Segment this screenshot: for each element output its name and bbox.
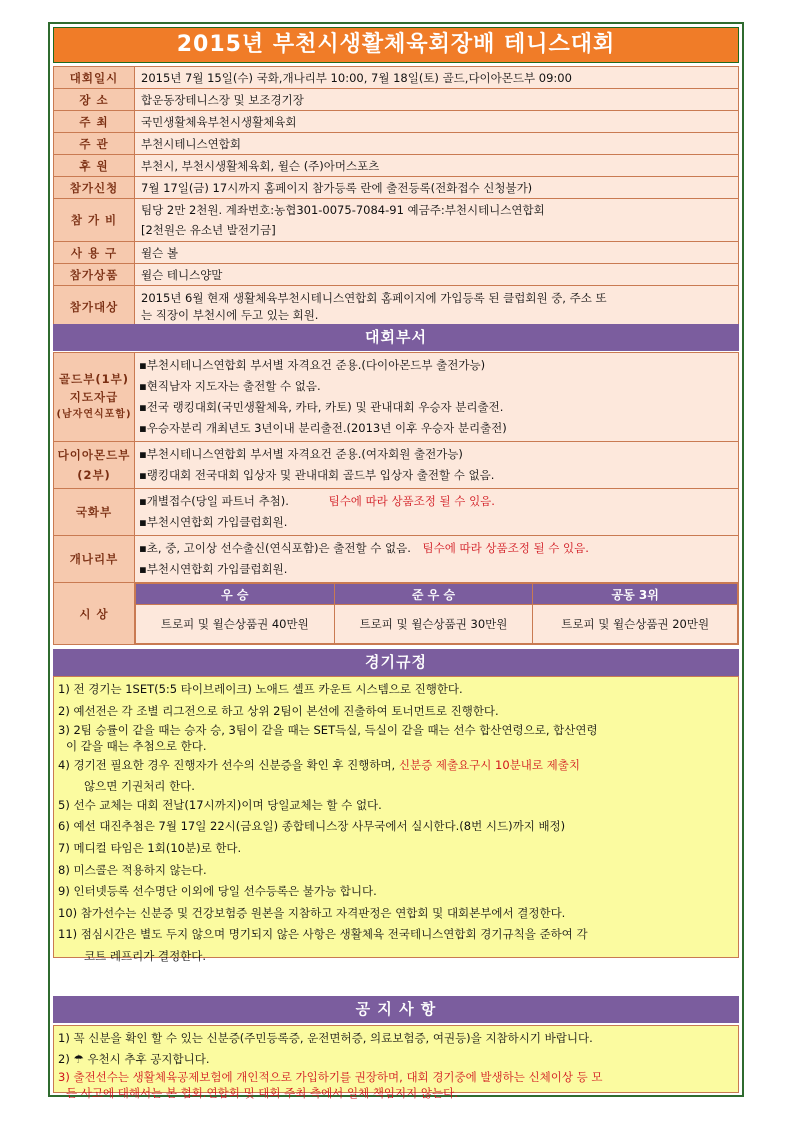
info-value: 합운동장테니스장 및 보조경기장: [135, 89, 739, 111]
division-rules: [135, 442, 739, 489]
info-row-registration: [54, 177, 739, 199]
rule-line: [139, 491, 734, 512]
award-value-second: 트로피 및 윌슨상품권 30만원: [334, 605, 533, 644]
division-table: [53, 352, 739, 645]
rule-line: ▪부천시연합회 가입클럽회원.: [139, 515, 288, 529]
info-label: 주 최: [54, 111, 135, 133]
info-value: [135, 199, 739, 242]
rule-line: ▪현직남자 지도자는 출전할 수 없음.: [139, 379, 321, 393]
rule-item: 8) 미스콜은 적용하지 않는다.: [58, 862, 207, 877]
award-header-second: 준 우 승: [334, 584, 533, 605]
eligibility-line: 2015년 6월 현재 생활체육부천시테니스연합회 홈페이지에 가입등록 된 클럽회원 중, 주소 또: [141, 291, 607, 305]
award-value-first: 트로피 및 윌슨상품권 40만원: [136, 605, 335, 644]
division-sub: (2부): [77, 468, 111, 482]
info-label: 주 관: [54, 133, 135, 155]
info-row-sponsor: [54, 155, 739, 177]
division-label: 국화부: [54, 489, 135, 536]
rule-item: 3) 2팀 승률이 같을 때는 승자 승, 3팀이 같을 때는 SET득실, 득실이 같을 때는 선수 합산연령으로, 합산연령: [58, 723, 598, 738]
notice-item: 3) 출전선수는 생활체육공제보험에 개인적으로 가입하기를 권장하며, 대회 경기중에 발생하는 신체이상 등 모: [58, 1070, 603, 1084]
award-header-first: 우 승: [136, 584, 335, 605]
awards-table: [135, 583, 738, 644]
rules-box: [53, 676, 739, 963]
info-row-gift: [54, 264, 739, 286]
rule-item: 1) 전 경기는 1SET(5:5 타이브레이크) 노애드 셀프 카운트 시스템으로 진행한다.: [58, 682, 463, 696]
info-value: 국민생활체육부천시생활체육회: [135, 111, 739, 133]
info-label: 사 용 구: [54, 242, 135, 264]
rule-text: ▪초, 중, 고이상 선수출신(연식포함)은 출전할 수 없음.: [139, 541, 411, 555]
info-row-eligibility: [54, 286, 739, 329]
awards-label: 시 상: [54, 583, 135, 645]
award-header-third: 공동 3위: [533, 584, 738, 605]
division-header: 대회부서: [53, 324, 739, 351]
rule-item: [58, 755, 734, 777]
info-row-organizer: [54, 133, 739, 155]
info-label: 대회일시: [54, 67, 135, 89]
info-value: [135, 286, 739, 329]
division-row-diamond: [54, 442, 739, 489]
info-row-fee: [54, 199, 739, 242]
rule-line: ▪부천시연합회 가입클럽회원.: [139, 562, 288, 576]
info-value: 7월 17일(금) 17시까지 홈페이지 참가등록 란에 출전등록(전화접수 신청불가): [135, 177, 739, 199]
rule-item: 11) 점심시간은 별도 두지 않으며 명기되지 않은 사항은 생활체육 전국테니스연합회 경기규칙을 준하여 각: [58, 927, 588, 942]
division-sub: 지도자급: [69, 390, 119, 404]
rule-line: ▪부천시테니스연합회 부서별 자격요건 준용.(여자회원 출전가능): [139, 447, 463, 461]
info-row-venue: [54, 89, 739, 111]
info-value: 부천시테니스연합회: [135, 133, 739, 155]
rule-item: 5) 선수 교체는 대회 전날(17시까지)이며 당일교체는 할 수 없다.: [58, 797, 382, 812]
rule-line: [139, 538, 734, 559]
info-label: 참가신청: [54, 177, 135, 199]
rule-warning: 신분증 제출요구시 10분내로 제출치: [398, 758, 580, 773]
division-label: 개나리부: [54, 536, 135, 583]
info-value: 윌슨 테니스양말: [135, 264, 739, 286]
division-sub: (남자연식포함): [56, 409, 132, 420]
info-label: 참 가 비: [54, 199, 135, 242]
rule-item: 9) 인터넷등록 선수명단 이외에 당일 선수등록은 불가능 합니다.: [58, 884, 377, 899]
rule-line: ▪부천시테니스연합회 부서별 자격요건 준용.(다이아몬드부 출전가능): [139, 358, 486, 372]
division-name: 골드부(1부): [59, 372, 129, 386]
rule-warning: 팀수에 따라 상품조정 될 수 있음.: [328, 494, 495, 508]
division-row-awards: [54, 583, 739, 645]
rule-item: 6) 예선 대진추첨은 7월 17일 22시(금요일) 종합테니스장 사무국에서 실시한다.(8번 시드)까지 배정): [58, 819, 566, 834]
info-label: 참가상품: [54, 264, 135, 286]
notice-header: 공 지 사 항: [53, 996, 739, 1023]
awards-cell: [135, 583, 739, 645]
rule-line: ▪랭킹대회 전국대회 입상자 및 관내대회 골드부 입상자 출전할 수 없음.: [139, 468, 495, 482]
division-row-gold: [54, 353, 739, 442]
division-rules: [135, 353, 739, 442]
info-label: 참가대상: [54, 286, 135, 329]
rule-item-cont: 이 같을 때는 추첨으로 한다.: [66, 739, 207, 754]
notice-item: 1) 꼭 신분을 확인 할 수 있는 신분증(주민등록증, 운전면허증, 의료보험증, 여권등)을 지참하시기 바랍니다.: [58, 1031, 593, 1045]
info-value: 부천시, 부천시생활체육회, 윌슨 (주)아머스포츠: [135, 155, 739, 177]
awards-header-row: [136, 584, 738, 605]
fee-line: 팀당 2만 2천원. 계좌번호:농협301-0075-7084-91 예금주:부천시테니스연합회: [141, 203, 545, 217]
fee-note: [2천원은 유소년 발전기금]: [141, 223, 276, 237]
info-label: 후 원: [54, 155, 135, 177]
rule-item: 2) 예선전은 각 조별 리그전으로 하고 상위 2팀이 본선에 진출하여 토너먼트로 진행한다.: [58, 703, 499, 718]
awards-value-row: [136, 605, 738, 644]
notice-box: [53, 1025, 739, 1100]
rule-item-cont: 않으면 기권처리 한다.: [84, 778, 195, 793]
division-row-chrysanthemum: [54, 489, 739, 536]
info-value: 윌슨 볼: [135, 242, 739, 264]
rule-text: ▪개별접수(당일 파트너 추첨).: [139, 494, 289, 508]
division-label: [54, 353, 135, 442]
division-row-forsythia: [54, 536, 739, 583]
info-table: [53, 66, 739, 329]
rule-item: 10) 참가선수는 신분증 및 건강보험증 원본을 지참하고 자격판정은 연합회 및 대회본부에서 결정한다.: [58, 905, 566, 920]
division-rules: [135, 489, 739, 536]
division-rules: [135, 536, 739, 583]
info-row-ball: [54, 242, 739, 264]
rule-text: 4) 경기전 필요한 경우 진행자가 선수의 신분증을 확인 후 진행하며,: [58, 758, 399, 773]
rule-line: ▪전국 랭킹대회(국민생활체육, 카타, 카토) 및 관내대회 우승자 분리출전.: [139, 400, 504, 414]
rule-warning: 팀수에 따라 상품조정 될 수 있음.: [422, 541, 589, 555]
tournament-flyer: [48, 22, 744, 1100]
info-value: 2015년 7월 15일(수) 국화,개나리부 10:00, 7월 18일(토) 골드,다이아몬드부 09:00: [135, 67, 739, 89]
award-value-third: 트로피 및 윌슨상품권 20만원: [533, 605, 738, 644]
rules-header: 경기규정: [53, 649, 739, 676]
info-label: 장 소: [54, 89, 135, 111]
division-label: [54, 442, 135, 489]
notice-item: 2) ☂ 우천시 추후 공지합니다.: [58, 1051, 210, 1066]
eligibility-line: 는 직장이 부천시에 두고 있는 회원.: [141, 308, 319, 322]
division-name: 다이아몬드부: [57, 448, 131, 462]
notice-item-cont: 든 사고에 대해서는 본 협회.연합회 및 대회 주최 측에서 일체 책임지지 않는다.: [66, 1086, 458, 1100]
page-title: 2015년 부천시생활체육회장배 테니스대회: [53, 27, 739, 63]
rule-line: ▪우승자분리 개최년도 3년이내 분리출전.(2013년 이후 우승자 분리출전): [139, 421, 507, 435]
rule-item-cont: 코트 레프리가 결정한다.: [84, 948, 207, 963]
info-row-date: [54, 67, 739, 89]
rule-item: 7) 메디컬 타임은 1회(10분)로 한다.: [58, 840, 242, 855]
info-row-host: [54, 111, 739, 133]
